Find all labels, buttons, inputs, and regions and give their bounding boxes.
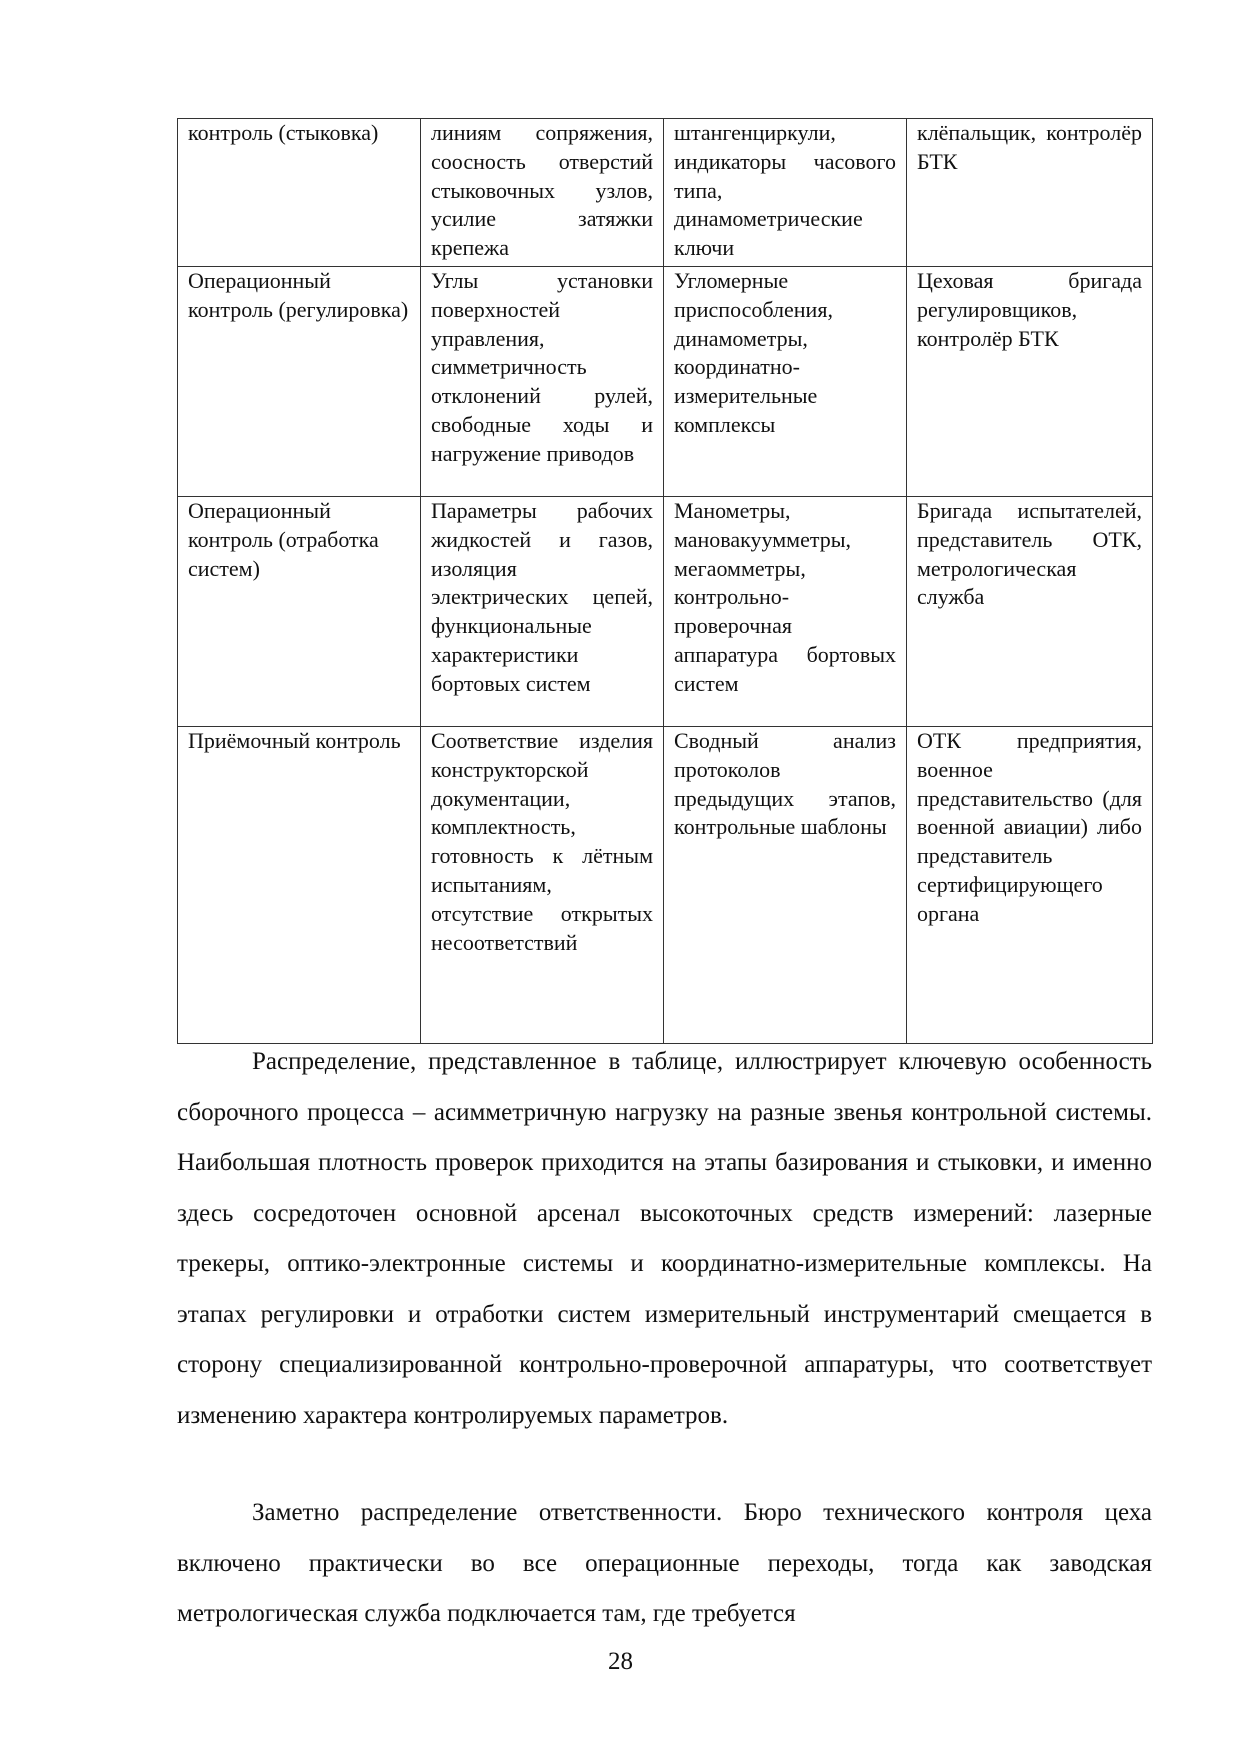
- table-cell-stage: Приёмочный контроль: [178, 727, 421, 1044]
- table-cell-responsible: Цеховая бригада регулировщиков, контролёр БТК: [907, 267, 1153, 497]
- table-cell-instruments: Сводный анализ протоколов предыдущих этапов, контрольные шаблоны: [664, 727, 907, 1044]
- table-cell-instruments: Манометры, мановакуумметры, мегаомметры, контрольно-проверочная аппаратура бортовых систем: [664, 497, 907, 727]
- table-row: [178, 497, 1153, 727]
- table-cell-instruments: Угломерные приспособления, динамометры, координатно-измерительные комплексы: [664, 267, 907, 497]
- table-cell-stage: контроль (стыковка): [178, 119, 421, 267]
- table-row: [178, 267, 1153, 497]
- table-cell-stage: Операционный контроль (отработка систем): [178, 497, 421, 727]
- table-cell-responsible: клёпальщик, контролёр БТК: [907, 119, 1153, 267]
- table-cell-parameters: Углы установки поверхностей управления, симметричность отклонений рулей, свободные ходы и нагружение приводов: [421, 267, 664, 497]
- page-number: 28: [608, 1648, 633, 1675]
- body-paragraph: Заметно распределение ответственности. Бюро технического контроля цеха включено практически во все операционные переходы, тогда как заводская метрологическая служба подключается там, где требуется: [177, 1499, 1152, 1627]
- table-cell-instruments: штангенциркули, индикаторы часового типа, динамометрические ключи: [664, 119, 907, 267]
- body-paragraph: Распределение, представленное в таблице, иллюстрирует ключевую особенность сборочного процесса – асимметричную нагрузку на разные звенья контрольной системы. Наибольшая плотность проверок приходится на этапы базирования и стыковки, и именно здесь сосредоточен основной арсенал высокоточных средств измерений: лазерные трекеры, оптико-электронные системы и координатно-измерительные комплексы. На этапах регулировки и отработки систем измерительный инструментарий смещается в сторону специализированной контрольно-проверочной аппаратуры, что соответствует изменению характера контролируемых параметров.: [177, 1048, 1152, 1429]
- control-table: [177, 118, 1153, 1044]
- table-cell-stage: Операционный контроль (регулировка): [178, 267, 421, 497]
- table-cell-responsible: Бригада испытателей, представитель ОТК, метрологическая служба: [907, 497, 1153, 727]
- table-cell-parameters: Параметры рабочих жидкостей и газов, изоляция электрических цепей, функциональные характеристики бортовых систем: [421, 497, 664, 727]
- table-row: [178, 119, 1153, 267]
- table-cell-parameters: линиям сопряжения, соосность отверстий стыковочных узлов, усилие затяжки крепежа: [421, 119, 664, 267]
- table-row: [178, 727, 1153, 1044]
- table-cell-responsible: ОТК предприятия, военное представительство (для военной авиации) либо представитель сертифицирующего органа: [907, 727, 1153, 1044]
- table-cell-parameters: Соответствие изделия конструкторской документации, комплектность, готовность к лётным испытаниям, отсутствие открытых несоответствий: [421, 727, 664, 1044]
